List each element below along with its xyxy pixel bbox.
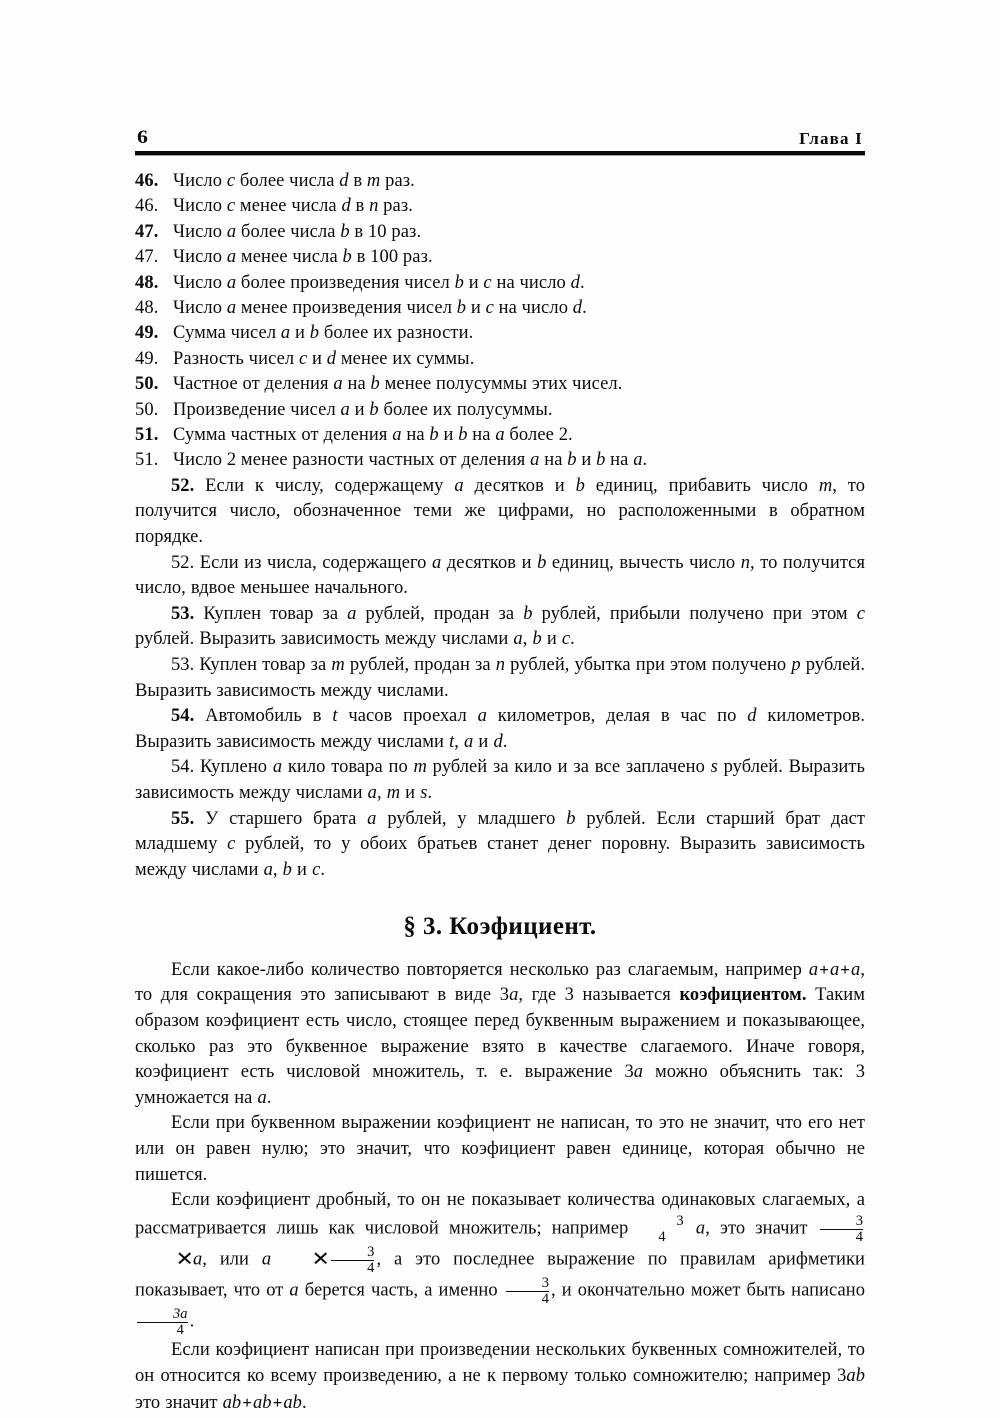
exercise-number: 53. [171, 655, 195, 676]
exercise-item [135, 448, 865, 473]
exercise-text: Если из числа, содержащего a десятков и b единиц, вычесть число n, то получится число, вдвое меньшее начального. [135, 552, 866, 599]
exercise-text: Куплен товар за m рублей, продан за n рублей, убытка при этом получено p рублей. Выразить зависимость между числами. [135, 655, 866, 701]
exercise-text: У старшего брата a рублей, у младшего b рублей. Если старший брат даст младшему c рублей, то у обоих братьев станет денег поровну. Выразить зависимость между числами a, b и c. [135, 808, 865, 880]
exercise-text: Разность чисел c и d менее их суммы. [173, 348, 475, 369]
header-rule [135, 151, 865, 155]
page-content [135, 128, 865, 1416]
exercise-number: 49. [135, 323, 159, 344]
body-paragraph: Если коэфициент написан при произведении нескольких буквенных сомножителей, то он относится ко всему произведению, а не к первому только сомножителю; например 3ab это значит ab+ab+ab. [135, 1340, 865, 1413]
exercise-text: Число a более произведения чисел b и c на число d. [173, 272, 585, 293]
exercise-item [135, 372, 865, 397]
exercise-text: Число c менее числа d в n раз. [173, 196, 413, 217]
paragraph-exercise [135, 807, 865, 884]
exercise-text: Куплен товар за a рублей, продан за b рублей, прибыли получено при этом c рублей. Выразить зависимость между числами a, b и c. [135, 603, 865, 650]
body-paragraph: Если какое-либо количество повторяется несколько раз слагаемым, например a+a+a, то для сокращения это записывают в виде 3a, где 3 называется коэфициентом. Таким образом коэфициент есть число, стоящее перед буквенным выражением и показывающее, сколько раз это буквенное выражение взято в качестве слагаемого. Иначе говоря, коэфициент есть числовой множитель, т. е. выражение 3a можно объяснить так: 3 умножается на a. [135, 959, 865, 1108]
exercise-number: 46. [135, 196, 159, 217]
exercise-number: 51. [135, 425, 159, 446]
exercise-item [135, 296, 865, 321]
paragraph-exercise [135, 602, 865, 653]
section-heading: § 3. Коэфициент. [403, 913, 597, 941]
paragraph-exercise [135, 653, 865, 704]
exercise-item [135, 347, 865, 372]
exercise-number: 51. [135, 450, 159, 471]
exercise-item [135, 398, 865, 423]
exercise-number: 54. [171, 757, 195, 778]
exercise-list [135, 169, 865, 474]
exercise-number: 55. [171, 808, 195, 829]
paragraph-exercise [135, 755, 865, 806]
exercise-number: 47. [135, 247, 159, 268]
exercise-text: Частное от деления a на b менее полусуммы этих чисел. [173, 374, 623, 395]
exercise-item [135, 220, 865, 245]
paragraph-exercise-list [135, 474, 865, 884]
exercise-text: Число a менее произведения чисел b и c на число d. [173, 298, 587, 319]
exercise-number: 48. [135, 298, 159, 319]
paragraph-exercise [135, 474, 865, 551]
exercise-text: Число a менее числа b в 100 раз. [173, 247, 433, 268]
exercise-number: 54. [171, 706, 195, 727]
exercise-number: 50. [135, 374, 159, 395]
exercise-item [135, 321, 865, 346]
exercise-text: Автомобиль в t часов проехал a километров, делая в час по d километров. Выразить зависимость между числами t, a и d. [135, 706, 866, 752]
paragraph-exercise [135, 704, 865, 755]
exercise-number: 50. [135, 399, 159, 420]
chapter-header: Глава I [799, 129, 863, 148]
exercise-text: Число c более числа d в m раз. [173, 171, 415, 191]
exercise-text: Число 2 менее разности частных от деления a на b и b на a. [173, 450, 648, 471]
running-head [135, 128, 865, 150]
exercise-number: 48. [135, 272, 159, 293]
exercise-text: Если к числу, содержащему a десятков и b единиц, прибавить число m, то получится число, обозначенное теми же цифрами, но расположенными в обратном порядке. [135, 475, 866, 548]
exercise-item [135, 423, 865, 448]
exercise-number: 52. [171, 552, 195, 573]
body-paragraph: Если при буквенном выражении коэфициент не написан, то это не значит, что его нет или он равен нулю; это значит, что коэфициент равен единице, которая обычно не пишется. [135, 1113, 865, 1185]
exercise-number: 53. [171, 603, 195, 624]
exercise-text: Сумма чисел a и b более их разности. [173, 323, 474, 344]
page-number: 6 [137, 127, 148, 148]
exercise-item [135, 194, 865, 219]
exercise-text: Куплено a кило товара по m рублей за кило и за все заплачено s рублей. Выразить зависимость между числами a, m и s. [135, 757, 865, 803]
exercise-item [135, 271, 865, 296]
exercise-item [135, 169, 865, 194]
exercise-text: Сумма частных от деления a на b и b на a более 2. [173, 425, 573, 446]
section-body [135, 957, 865, 1416]
exercise-text: Произведение чисел a и b более их полусуммы. [173, 399, 553, 420]
exercise-number: 49. [135, 348, 159, 369]
body-paragraph: Если коэфициент дробный, то он не показывает количества одинаковых слагаемых, а рассматривается лишь как числовой множитель; например 3 4 a, это значит $\frac{3}{4}$ ✕a, или a ✕ $\frac{3}{4}$ , а это последнее выражение по правилам арифметики показывает, что от a берется часть, а именно $\frac{3}{4}$ , и окончательно может быть написано $\frac{3a}{4}$ . [135, 1190, 866, 1339]
exercise-item [135, 245, 865, 270]
exercise-text: Число a более числа b в 10 раз. [173, 221, 422, 242]
paragraph-exercise [135, 551, 865, 602]
exercise-number: 52. [171, 475, 195, 496]
exercise-number: 46. [135, 171, 159, 191]
exercise-number: 47. [135, 221, 159, 242]
